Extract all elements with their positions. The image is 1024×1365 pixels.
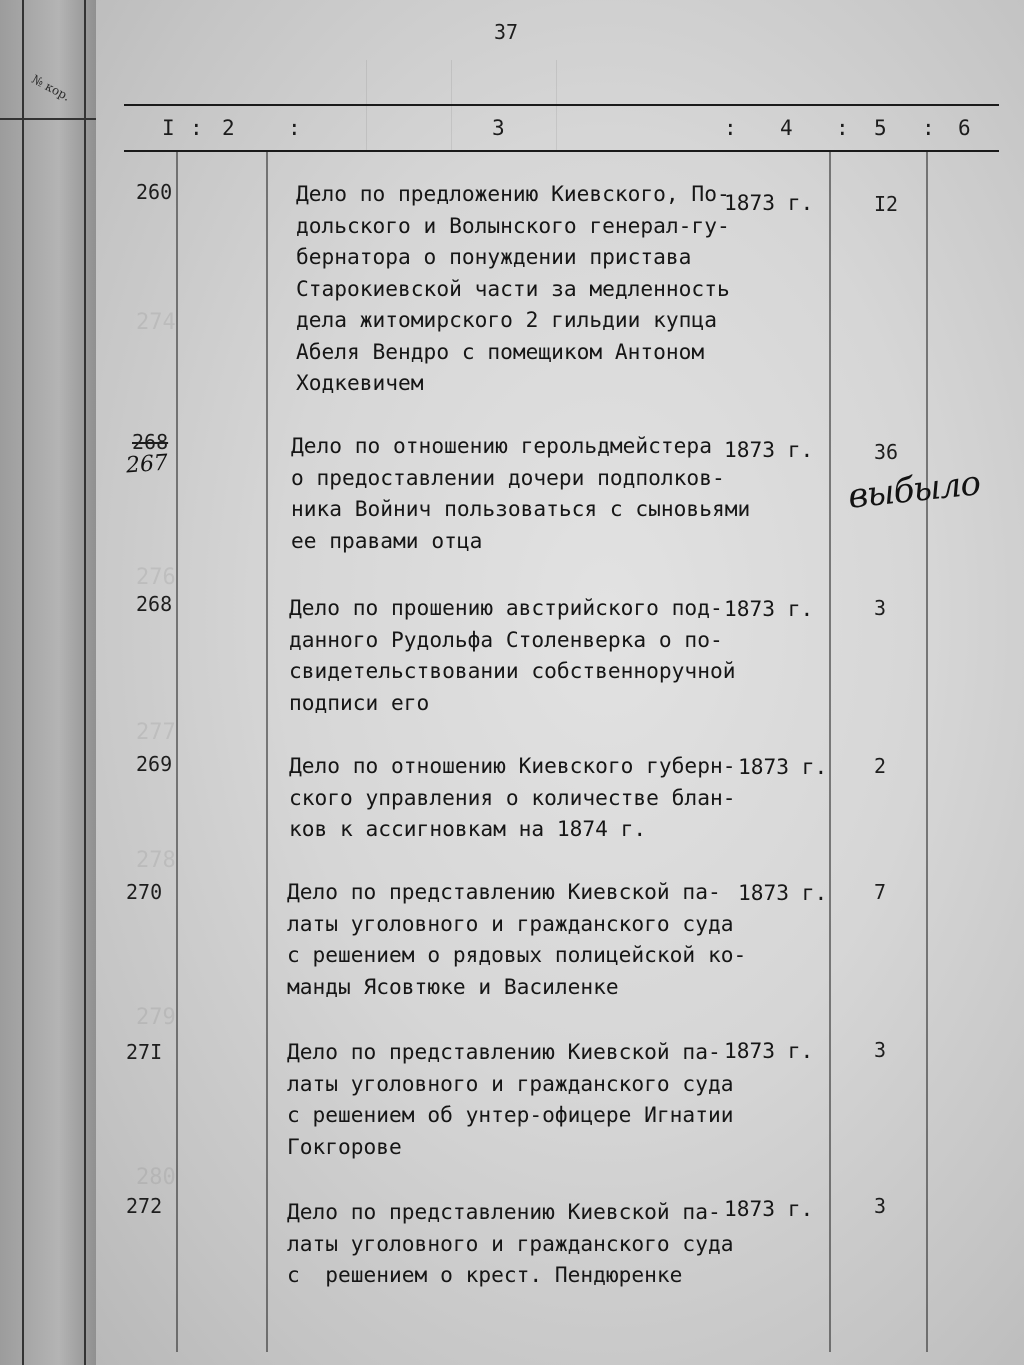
left-ledger-page bbox=[0, 0, 100, 1365]
entry-description bbox=[287, 1196, 733, 1291]
entry-year: 1873 г. bbox=[738, 880, 828, 905]
column-number: 3 bbox=[492, 116, 505, 140]
column-separator: : bbox=[288, 116, 301, 140]
description-line: Абеля Вендро с помещиком Антоном bbox=[296, 338, 705, 364]
description-line: с решением об унтер-офицере Игнатии bbox=[287, 1102, 734, 1127]
description-line: свидетельствовании собственноручной bbox=[289, 658, 736, 683]
description-line: Дело по представлению Киевской па- bbox=[287, 1199, 721, 1224]
entry-number: 270 bbox=[126, 880, 163, 904]
description-line: Дело по представлению Киевской па- bbox=[287, 1039, 721, 1064]
description-line: с решением о рядовых полицейской ко- bbox=[287, 942, 747, 967]
entry-year: 1873 г. bbox=[724, 1196, 814, 1221]
description-line: Ходкевичем bbox=[296, 370, 424, 395]
description-line: ского управления о количестве блан- bbox=[289, 784, 736, 810]
description-line: ков к ассигновкам на 1874 г. bbox=[289, 816, 647, 841]
description-line: Дело по предложению Киевского, По- bbox=[296, 181, 730, 206]
description-line: ее правами отца bbox=[291, 527, 483, 553]
entry-number: 272 bbox=[126, 1194, 163, 1218]
description-line: ника Войнич пользоваться с сыновьями bbox=[291, 496, 751, 521]
left-page-rule bbox=[0, 118, 98, 120]
description-line: Дело по отношению герольдмейстера bbox=[291, 433, 712, 458]
handwritten-note: выбыло bbox=[846, 463, 982, 517]
description-line: дела житомирского 2 гильдии купца bbox=[296, 307, 717, 332]
entry-number-handwritten: 267 bbox=[125, 450, 169, 479]
description-line: латы уголовного и гражданского суда bbox=[287, 910, 734, 936]
description-line: Дело по представлению Киевской па- bbox=[287, 879, 721, 904]
description-line: манды Ясовтюке и Василенке bbox=[287, 973, 619, 999]
entry-sheets: 36 bbox=[874, 440, 899, 464]
entry-sheets: 3 bbox=[874, 1194, 887, 1218]
entry-year: 1873 г. bbox=[738, 754, 828, 779]
entry-number: 269 bbox=[136, 752, 173, 776]
description-line: латы уголовного и гражданского суда bbox=[287, 1070, 734, 1096]
left-page-column-header: № кор. bbox=[29, 72, 73, 104]
description-line: о предоставлении дочери подполков- bbox=[291, 464, 725, 490]
column-number: 5 bbox=[874, 116, 887, 140]
column-rule bbox=[926, 152, 928, 1352]
entry-year: 1873 г. bbox=[724, 437, 814, 462]
column-number: 4 bbox=[780, 116, 793, 140]
column-rule bbox=[176, 152, 178, 1352]
column-number: I bbox=[162, 116, 175, 140]
description-line: данного Рудольфа Столенверка о по- bbox=[289, 626, 723, 652]
page-number: 37 bbox=[494, 20, 519, 44]
header-top-rule bbox=[124, 104, 999, 106]
entry-sheets: I2 bbox=[874, 192, 899, 216]
entry-year: 1873 г. bbox=[724, 190, 814, 215]
description-line: дольского и Волынского генерал-гу- bbox=[296, 212, 730, 238]
description-line: бернатора о понуждении пристава bbox=[296, 244, 692, 269]
entry-description bbox=[287, 1036, 733, 1162]
header-bottom-rule bbox=[124, 150, 999, 152]
column-number: 6 bbox=[958, 116, 971, 140]
column-number: 2 bbox=[222, 116, 235, 140]
column-rule bbox=[266, 152, 268, 1352]
entry-description bbox=[287, 876, 746, 1002]
entry-sheets: 2 bbox=[874, 754, 887, 778]
entry-sheets: 3 bbox=[874, 1038, 887, 1062]
description-line: латы уголовного и гражданского суда bbox=[287, 1230, 734, 1256]
entry-number: 260 bbox=[136, 180, 173, 204]
entry-number-struck: 268 bbox=[132, 430, 169, 454]
column-rule bbox=[829, 152, 831, 1352]
description-line: Дело по прошению австрийского под- bbox=[289, 595, 723, 620]
column-separator: : bbox=[724, 116, 737, 140]
entry-sheets: 7 bbox=[874, 880, 887, 904]
entry-year: 1873 г. bbox=[724, 596, 814, 621]
typewritten-sheet: 274 276 277 278 279 280 37 I : 2 : 3 : 4 : 5 : 6 260 Дело по предложению Киевского, По- дольского и Волынского генерал-гу- бернатора о понуждении пристава Старокиевской части за медленность дела житомирского 2 гильдии купца Абеля Вендро с помещиком Антоном Ходкевичем 1873 г. I2 268 267 Дело по отношению герольдмейстера о предоставлении дочери подполков- ника Войнич пользоваться с сыновьями ее правами отца 1873 г. 36 выбыло 268 Дело по прошению австрийского под- данного Рудольфа Столенверка о по- свидетельствовании собственноручной подписи его 1873 г. 3 269 Дело по отношению Киевского губерн- ского управления о количестве блан- ков к ассигновкам на 1874 г. 1873 г. 2 270 Дело по представлению Киевской па- латы уголовного и гражданского суда с решением о рядовых полицейской ко- манды Ясовтюке и Василенке 1873 г. 7 27I Дело по представлению Киевской па- латы уголовного и гражданского суда с решением об унтер-офицере Игнатии Гокгорове 1873 г. 3 272 Дело по представлению Киевской па- латы уголовного и гражданского суда с решением о крест. Пендюренке 1873 г. 3 bbox=[96, 0, 1024, 1365]
description-line: Гокгорове bbox=[287, 1133, 402, 1159]
entry-year: 1873 г. bbox=[724, 1038, 814, 1063]
left-page-rule bbox=[84, 0, 86, 1365]
entry-number: 27I bbox=[126, 1040, 163, 1064]
column-separator: : bbox=[190, 116, 203, 140]
entry-description bbox=[291, 430, 750, 556]
entry-sheets: 3 bbox=[874, 596, 887, 620]
column-separator: : bbox=[836, 116, 849, 140]
entry-number: 268 bbox=[136, 592, 173, 616]
description-line: Дело по отношению Киевского губерн- bbox=[289, 753, 736, 778]
left-page-rule bbox=[22, 0, 24, 1365]
entry-description bbox=[296, 178, 730, 399]
description-line: подписи его bbox=[289, 689, 430, 715]
entry-description bbox=[289, 592, 735, 718]
description-line: с решением о крест. Пендюренке bbox=[287, 1262, 683, 1287]
column-separator: : bbox=[922, 116, 935, 140]
entry-description bbox=[289, 750, 735, 845]
description-line: Старокиевской части за медленность bbox=[296, 275, 730, 301]
